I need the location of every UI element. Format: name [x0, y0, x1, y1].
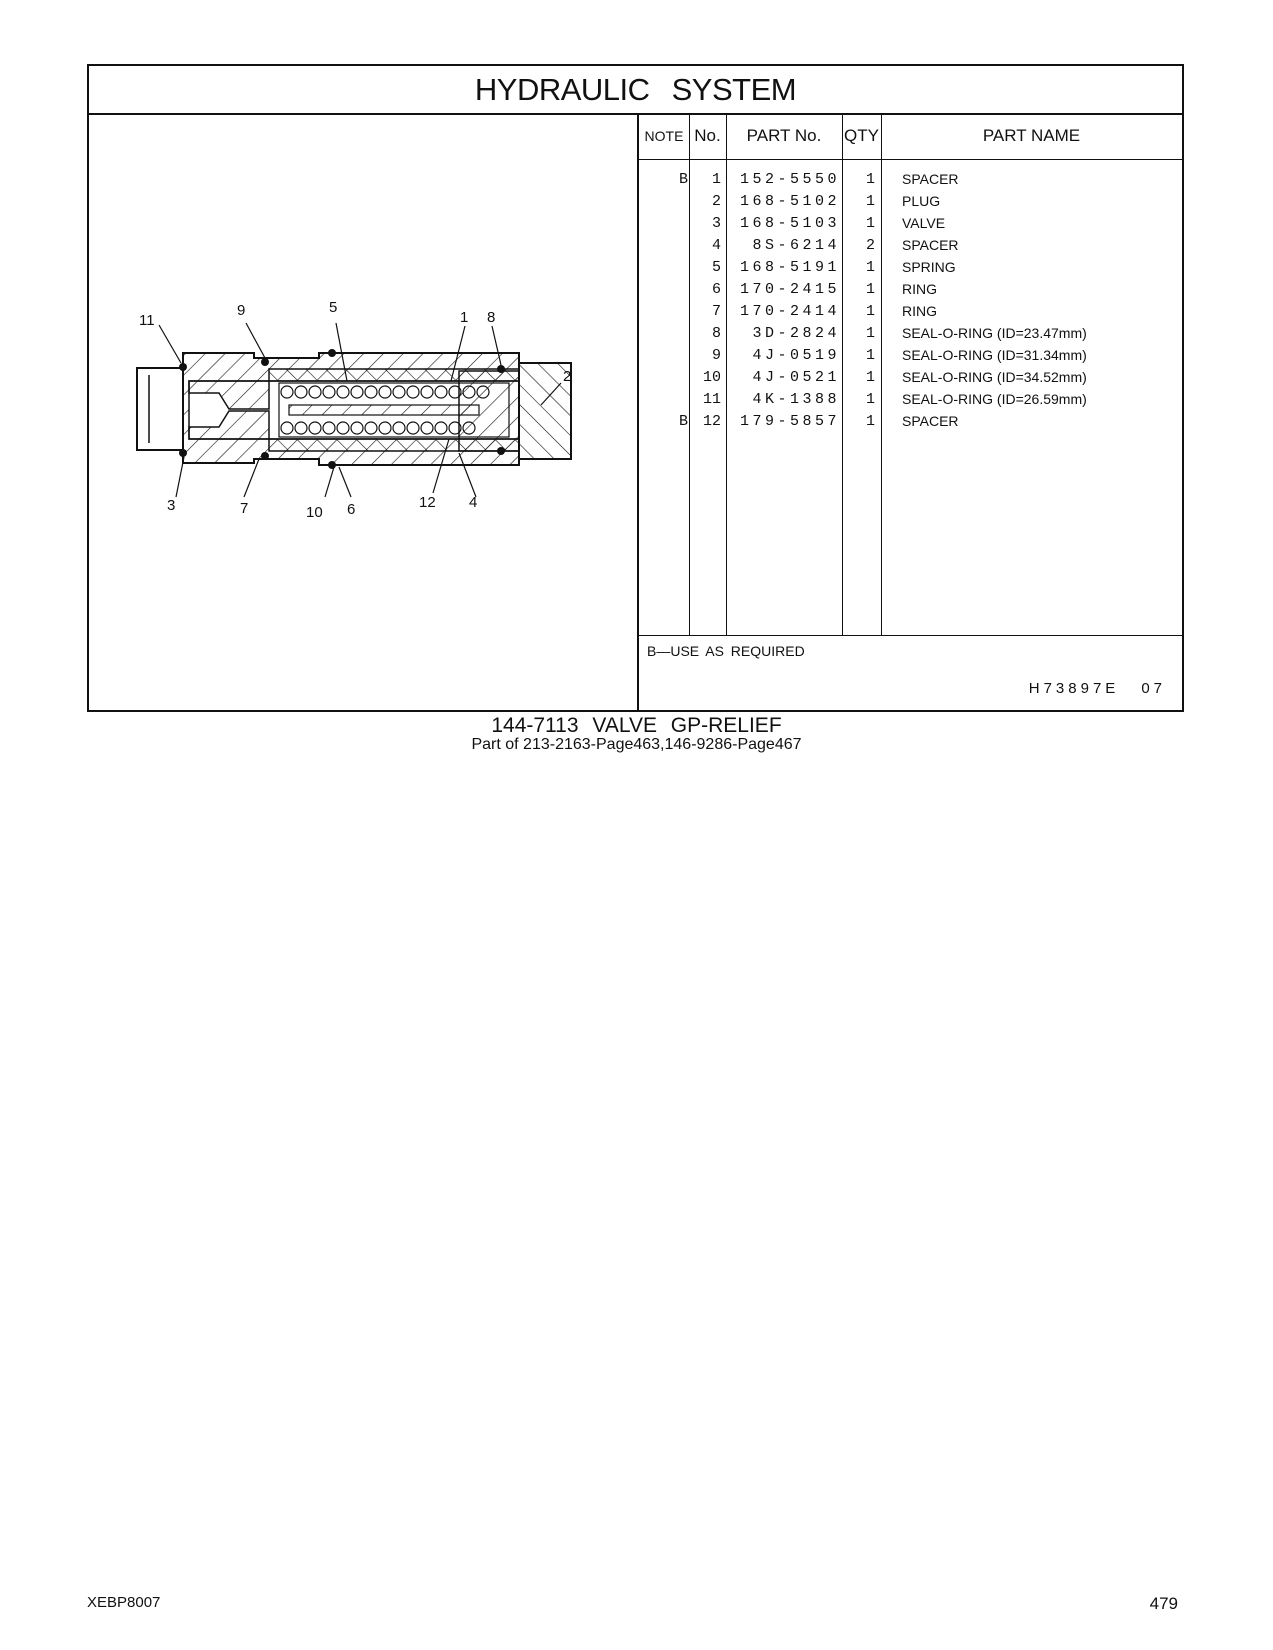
table-row: 9 4J-0519 1 SEAL-O-RING (ID=31.34mm) — [711, 347, 1087, 364]
table-row: 4 8S-6214 2 SPACER — [711, 237, 959, 254]
callout-5: 5 — [329, 299, 338, 316]
table-row: 5 168-5191 1 SPRING — [711, 259, 956, 276]
note-legend: B—USE AS REQUIRED — [647, 643, 805, 659]
table-row: 10 4J-0521 1 SEAL-O-RING (ID=34.52mm) — [702, 369, 1087, 386]
revision: 07 — [1141, 680, 1166, 697]
callout-7: 7 — [240, 500, 249, 517]
table-row: B 1 152-5550 1 SPACER — [678, 171, 959, 188]
parts-list-footer-divider — [639, 635, 1182, 636]
table-row: 11 4K-1388 1 SEAL-O-RING (ID=26.59mm) — [702, 391, 1087, 408]
callout-11: 11 — [139, 312, 155, 329]
parts-sheet-frame — [87, 64, 1184, 712]
callout-4: 4 — [469, 494, 478, 511]
col-no: No. — [694, 126, 721, 145]
assembly-reference: Part of 213-2163-Page463,146-9286-Page467 — [471, 736, 802, 753]
document-id: XEBP8007 — [87, 1594, 161, 1611]
callout-8: 8 — [487, 309, 496, 326]
assembly-caption — [0, 714, 1273, 754]
callout-3: 3 — [167, 497, 176, 514]
page-number: 479 — [1149, 1594, 1178, 1613]
table-row: 8 3D-2824 1 SEAL-O-RING (ID=23.47mm) — [711, 325, 1087, 342]
assembly-title: 144-7113 VALVE GP-RELIEF — [491, 714, 782, 737]
table-row: 6 170-2415 1 RING — [711, 281, 937, 298]
col-note: NOTE — [644, 128, 684, 144]
parts-list-header — [639, 113, 1182, 160]
exploded-diagram — [89, 113, 639, 710]
col-part-no: PART No. — [746, 126, 822, 145]
col-qty: QTY — [844, 126, 879, 145]
table-row: B 12 179-5857 1 SPACER — [678, 413, 959, 430]
relief-valve-cross-section — [89, 113, 637, 712]
callout-6: 6 — [347, 501, 356, 518]
callout-2: 2 — [563, 368, 572, 385]
drawing-code: H73897E 07 — [1028, 680, 1166, 697]
table-row: 3 168-5103 1 VALVE — [711, 215, 946, 232]
callout-1: 1 — [460, 309, 469, 326]
callout-10: 10 — [306, 504, 323, 521]
table-row: 2 168-5102 1 PLUG — [711, 193, 941, 210]
callout-12: 12 — [419, 494, 436, 511]
valve-body — [137, 349, 571, 469]
parts-list — [639, 113, 1182, 710]
section-title: HYDRAULIC SYSTEM — [89, 66, 1182, 115]
col-part-name: PART NAME — [982, 126, 1081, 145]
callout-9: 9 — [237, 302, 246, 319]
table-row: 7 170-2414 1 RING — [711, 303, 937, 320]
